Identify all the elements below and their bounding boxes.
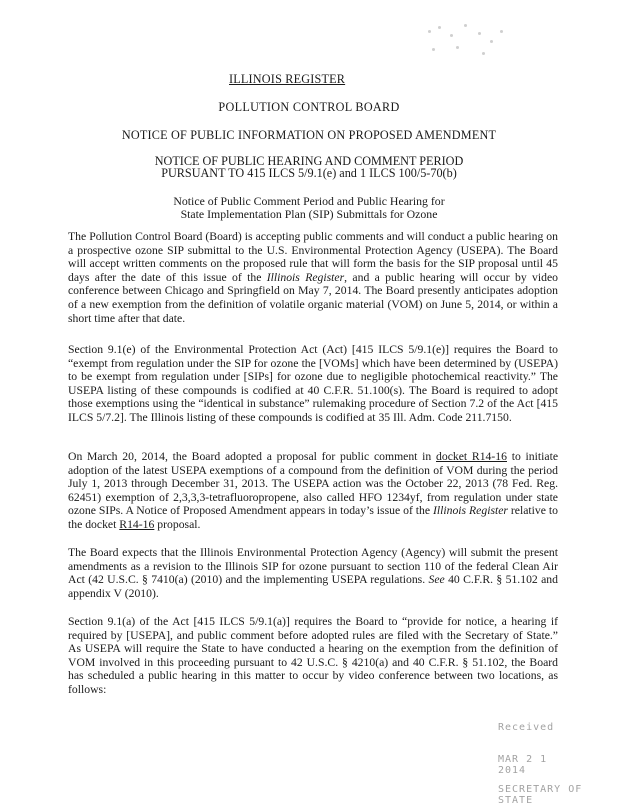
- faded-stamp-mark: [420, 18, 510, 62]
- hearing-title-line1: NOTICE OF PUBLIC HEARING AND COMMENT PERIOD: [154, 154, 464, 168]
- subtitle-line1: Notice of Public Comment Period and Public Hearing for: [173, 194, 445, 208]
- docket-link: docket R14-16: [436, 450, 507, 463]
- received-date-stamp: MAR 2 1 2014: [498, 754, 548, 776]
- paragraph-intro: The Pollution Control Board (Board) is accepting public comments and will conduct a public hearing on a prospective ozone SIP submittal to the U.S. Environmental Protection Agency (USEPA). The Board will accept written comments on the proposed rule that will form the basis for the SIP proposal until 45 days after the date of this issue of the Illinois Register, and a public hearing will occur by video conference between Chicago and Springfield on May 7, 2014. The Board presently anticipates adoption of a new exemption from the definition of volatile organic material (VOM) on June 5, 2014, or within a short time after that date.: [68, 230, 558, 325]
- office-stamp: SECRETARY OF STATE: [498, 784, 583, 806]
- docket-link: R14-16: [119, 517, 155, 531]
- paragraph-agency-submittal: The Board expects that the Illinois Environmental Protection Agency (Agency) will submit the present amendments as a revision to the Illinois SIP for ozone pursuant to section 110 of the federal Clean Air Act (42 U.S.C. § 7410(a) (2010) and the implementing USEPA regulations. See 40 C.F.R. § 51.102 and appendix V (2010).: [68, 546, 558, 600]
- subtitle-line2: State Implementation Plan (SIP) Submittals for Ozone: [180, 207, 438, 221]
- register-italic: Illinois Register: [266, 270, 345, 284]
- received-stamp: Received: [498, 722, 555, 733]
- register-italic: Illinois Register: [432, 504, 508, 518]
- paragraph-section-9-1a: Section 9.1(a) of the Act [415 ILCS 5/9.1(a)] requires the Board to “provide for notice, a hearing if required by [USEPA], and public comment before adopted rules are filed with the Secretary of State.” As USEPA will require the State to have conducted a hearing on the exemption from the definition of VOM involved in this proceeding pursuant to 42 U.S.C. § 4210(a) and 40 C.F.R. § 51.102, the Board has scheduled a public hearing in this matter to occur by video conference between two locations, as follows:: [68, 615, 558, 696]
- notice-title: NOTICE OF PUBLIC INFORMATION ON PROPOSED AMENDMENT: [121, 128, 497, 142]
- paragraph-section-9-1e: Section 9.1(e) of the Environmental Protection Act (Act) [415 ILCS 5/9.1(e)] requires the Board to “exempt from regulation under the SIP for ozone the [VOMs] which have been determined by (USEPA) to be exempt from regulation under [SIPs] for ozone due to negligible photochemical reactivity.” The USEPA listing of these compounds is codified at 40 C.F.R. 51.100(s). The Board is required to adopt those exemptions using the “identical in substance” rulemaking procedure of Section 7.2 of the Act [415 ILCS 5/7.2]. The Illinois listing of these compounds is codified at 35 Ill. Adm. Code 211.7150.: [68, 343, 558, 424]
- board-name: POLLUTION CONTROL BOARD: [218, 100, 400, 114]
- hearing-title-line2: PURSUANT TO 415 ILCS 5/9.1(e) and 1 ILCS 100/5-70(b): [161, 166, 457, 180]
- register-title: ILLINOIS REGISTER: [229, 72, 346, 86]
- paragraph-docket-proposal: On March 20, 2014, the Board adopted a proposal for public comment in docket R14-16 to initiate adoption of the latest USEPA exemptions of a compound from the definition of VOM during the period July 1, 2013 through December 31, 2013. The USEPA action was the October 22, 2013 (78 Fed. Reg. 62451) exemption of 2,3,3,3-tetrafluoropropene, also called HFO 1234yf, from regulation under state ozone SIPs. A Notice of Proposed Amendment appears in today’s issue of the Illinois Register relative to the docket R14-16 proposal.: [68, 450, 559, 531]
